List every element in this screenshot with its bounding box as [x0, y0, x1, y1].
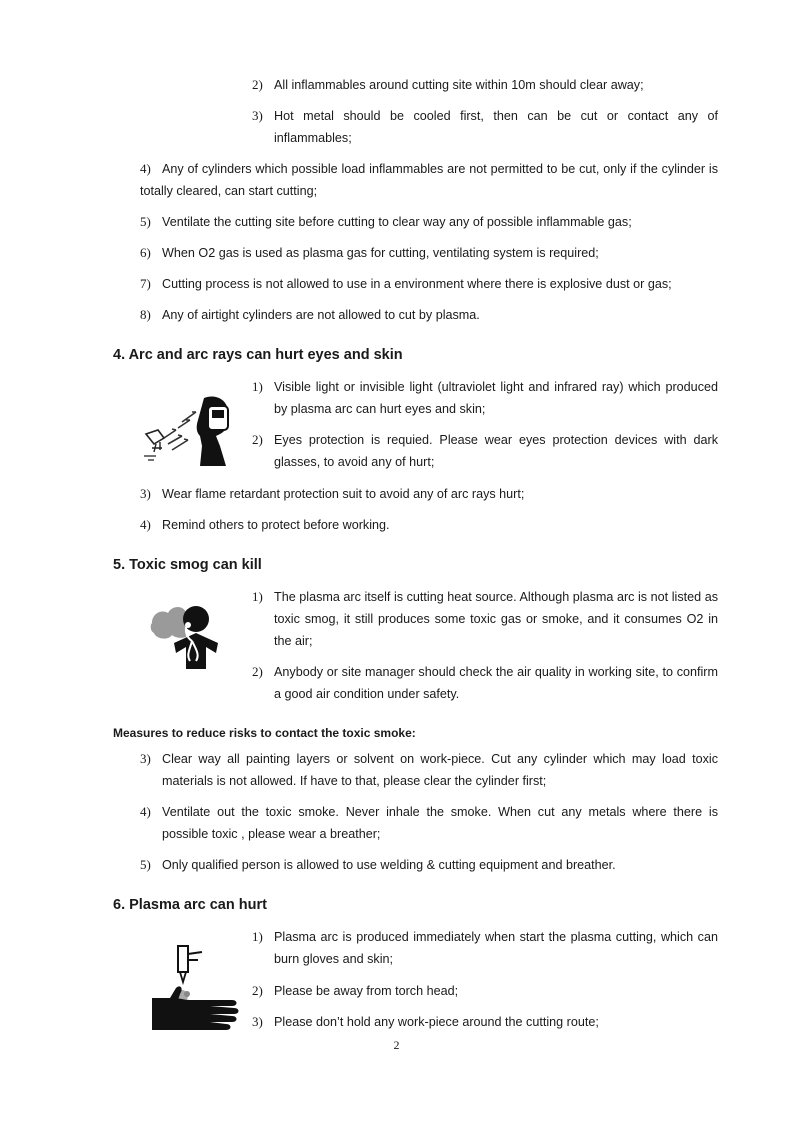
item-number: 3) — [140, 486, 151, 501]
list-item — [140, 211, 718, 233]
item-text: Please be away from torch head; — [274, 984, 459, 998]
item-text: Ventilate out the toxic smoke. Never inhale the smoke. When cut any metals where there is possible toxic , please wear a breather; — [162, 805, 718, 841]
item-number: 2) — [252, 664, 263, 679]
item-number: 4) — [140, 161, 151, 176]
list-item — [140, 854, 718, 876]
item-text: Ventilate the cutting site before cutting to clear way any of possible inflammable gas; — [162, 215, 632, 229]
item-number: 1) — [252, 589, 263, 604]
list-item — [252, 105, 718, 149]
item-number: 5) — [140, 857, 151, 872]
arc-rays-eyes-warning-icon — [142, 390, 234, 468]
list-item — [252, 980, 718, 1002]
list-item — [252, 1011, 718, 1033]
item-number: 6) — [140, 245, 151, 260]
list-item — [140, 158, 718, 202]
item-text: When O2 gas is used as plasma gas for cutting, ventilating system is required; — [162, 246, 599, 260]
item-text: Please don’t hold any work-piece around the cutting route; — [274, 1015, 599, 1029]
item-text: Remind others to protect before working. — [162, 518, 390, 532]
toxic-smoke-warning-icon — [150, 603, 220, 669]
item-number: 1) — [252, 929, 263, 944]
list-item — [252, 586, 718, 652]
item-number: 5) — [140, 214, 151, 229]
list-item — [140, 801, 718, 845]
item-text: Plasma arc is produced immediately when start the plasma cutting, which can burn gloves and skin; — [274, 930, 718, 966]
list-item — [140, 483, 718, 505]
list-item — [140, 273, 718, 295]
list-item — [252, 926, 718, 970]
item-text: Eyes protection is requied. Please wear eyes protection devices with dark glasses, to avoid any of hurt; — [274, 433, 718, 469]
item-text: Any of cylinders which possible load inflammables are not permitted to be cut, only if the cylinder is totally cleared, can start cutting; — [140, 162, 718, 198]
item-number: 1) — [252, 379, 263, 394]
list-item — [252, 376, 718, 420]
list-item — [140, 304, 718, 326]
measures-heading: Measures to reduce risks to contact the toxic smoke: — [113, 726, 416, 740]
list-item — [140, 242, 718, 264]
item-text: Wear flame retardant protection suit to avoid any of arc rays hurt; — [162, 487, 525, 501]
item-text: Anybody or site manager should check the air quality in working site, to confirm a good air condition under safety. — [274, 665, 718, 701]
item-text: All inflammables around cutting site within 10m should clear away; — [274, 78, 644, 92]
list-item — [252, 429, 718, 473]
list-item — [252, 661, 718, 705]
item-text: Cutting process is not allowed to use in a environment where there is explosive dust or gas; — [162, 277, 672, 291]
item-text: Any of airtight cylinders are not allowed to cut by plasma. — [162, 308, 480, 322]
item-number: 8) — [140, 307, 151, 322]
item-number: 3) — [252, 1014, 263, 1029]
plasma-arc-hand-warning-icon — [150, 944, 240, 1038]
item-text: Hot metal should be cooled first, then can be cut or contact any of inflammables; — [274, 109, 718, 145]
item-text: Only qualified person is allowed to use welding & cutting equipment and breather. — [162, 858, 616, 872]
item-number: 2) — [252, 77, 263, 92]
list-item — [140, 748, 718, 792]
list-item — [252, 74, 718, 96]
item-number: 4) — [140, 517, 151, 532]
section-heading: 4. Arc and arc rays can hurt eyes and skin — [113, 347, 403, 363]
item-text: Visible light or invisible light (ultraviolet light and infrared ray) which produced by plasma arc can hurt eyes and skin; — [274, 380, 718, 416]
item-text: The plasma arc itself is cutting heat source. Although plasma arc is not listed as toxic smog, it still produces some toxic gas or smoke, and it consumes O2 in the air; — [274, 590, 718, 648]
item-number: 4) — [140, 804, 151, 819]
item-number: 2) — [252, 432, 263, 447]
list-item — [140, 514, 718, 536]
item-number: 3) — [140, 751, 151, 766]
item-text: Clear way all painting layers or solvent on work-piece. Cut any cylinder which may load toxic materials is not allowed. If have to that, please clear the cylinder first; — [162, 752, 718, 788]
item-number: 2) — [252, 983, 263, 998]
section-heading: 6. Plasma arc can hurt — [113, 897, 267, 913]
page-number: 2 — [393, 1038, 400, 1052]
item-number: 7) — [140, 276, 151, 291]
section-heading: 5. Toxic smog can kill — [113, 557, 262, 573]
item-number: 3) — [252, 108, 263, 123]
